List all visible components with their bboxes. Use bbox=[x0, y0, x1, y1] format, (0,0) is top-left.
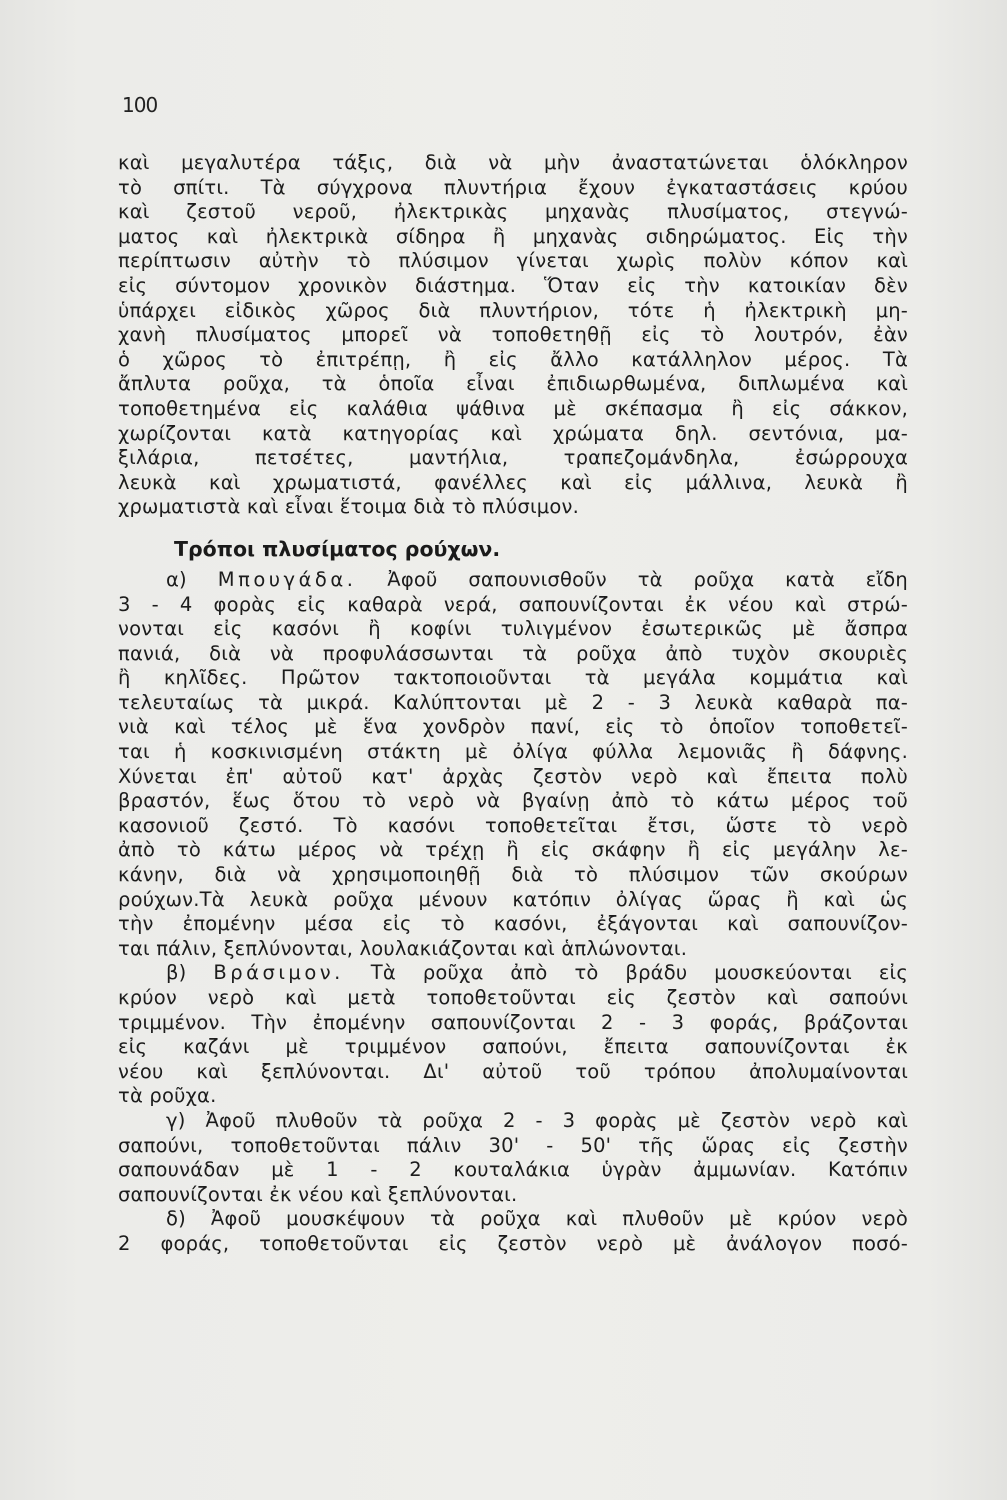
section-b bbox=[118, 961, 908, 1109]
page-number: 100 bbox=[122, 93, 158, 117]
text-line: ἀπὸ τὸ κάτω μέρος νὰ τρέχῃ ἢ εἰς σκάφην ἢ εἰς μεγάλην λε- bbox=[118, 838, 908, 862]
text-line: κρύον νερὸ καὶ μετὰ τοποθετοῦνται εἰς ζεστὸν καὶ σαπούνι bbox=[118, 986, 908, 1009]
text-line: ὑπάρχει εἰδικὸς χῶρος διὰ πλυντήριον, τότε ἡ ἠλεκτρικὴ μη- bbox=[118, 298, 908, 322]
text-line: καὶ ζεστοῦ νεροῦ, ἠλεκτρικὰς μηχανὰς πλυσίματος, στεγνώ- bbox=[118, 200, 908, 224]
section-a-first-line-text: Ἀφοῦ σαπουνισθοῦν τὰ ροῦχα κατὰ εἴδη bbox=[387, 567, 908, 591]
text-line: ται ἡ κοσκινισμένη στάκτη μὲ ὀλίγα φύλλα λεμονιᾶς ἢ δάφνης. bbox=[118, 740, 908, 764]
text-line: λευκὰ καὶ χρωματιστά, φανέλλες καὶ εἰς μάλλινα, λευκὰ ἢ bbox=[118, 470, 908, 494]
text-line: περίπτωσιν αὐτὴν τὸ πλύσιμον γίνεται χωρὶς πολὺν κόπον καὶ bbox=[118, 249, 908, 273]
text-line: χρωματιστὰ καὶ εἶναι ἕτοιμα διὰ τὸ πλύσιμον. bbox=[118, 495, 580, 519]
text-line: Χύνεται ἐπ' αὐτοῦ κατ' ἀρχὰς ζεστὸν νερὸ καὶ ἔπειτα πολὺ bbox=[118, 764, 908, 788]
text-line: τὸ σπίτι. Τὰ σύγχρονα πλυντήρια ἔχουν ἐγκαταστάσεις κρύου bbox=[118, 175, 908, 199]
text-line: 2 φοράς, τοποθετοῦνται εἰς ζεστὸν νερὸ μὲ ἀνάλογον ποσό- bbox=[118, 1231, 908, 1255]
text-line: νονται εἰς κασόνι ἢ κοφίνι τυλιγμένον ἐσωτερικῶς μὲ ἄσπρα bbox=[118, 617, 908, 641]
section-a-first-line bbox=[118, 568, 908, 593]
text-line: νέου καὶ ξεπλύνονται. Δι' αὐτοῦ τοῦ τρόπου ἀπολυμαίνονται bbox=[118, 1059, 908, 1083]
section-heading: Τρόποι πλυσίματος ρούχων. bbox=[174, 536, 501, 561]
text-line: καὶ μεγαλυτέρα τάξις, διὰ νὰ μὴν ἀναστατώνεται ὁλόκληρον bbox=[118, 151, 908, 174]
text-line: τριμμένον. Τὴν ἐπομένην σαπουνίζονται 2 - 3 φοράς, βράζονται bbox=[118, 1010, 908, 1034]
section-b-first-line bbox=[118, 961, 908, 986]
text-line: τὴν ἐπομένην μέσα εἰς τὸ κασόνι, ἐξάγονται καὶ σαπουνίζον- bbox=[118, 912, 908, 936]
section-d-first-line: δ) Ἀφοῦ μουσκέψουν τὰ ροῦχα καὶ πλυθοῦν μὲ κρύον νερὸ bbox=[166, 1207, 908, 1231]
text-line: σαπουνάδαν μὲ 1 - 2 κουταλάκια ὑγρὰν ἀμμωνίαν. Κατόπιν bbox=[118, 1158, 908, 1182]
text-line: πανιά, διὰ νὰ προφυλάσσωνται τὰ ροῦχα ἀπὸ τυχὸν σκουριὲς bbox=[118, 641, 908, 665]
text-line: σαπούνι, τοποθετοῦνται πάλιν 30' - 50' τῆς ὥρας εἰς ζεστὴν bbox=[118, 1133, 908, 1157]
text-line: ρούχων.Τὰ λευκὰ ροῦχα μένουν κατόπιν ὀλίγας ὥρας ἢ καὶ ὡς bbox=[118, 887, 908, 911]
text-line: εἰς καζάνι μὲ τριμμένον σαπούνι, ἔπειτα σαπουνίζονται ἐκ bbox=[118, 1035, 908, 1059]
text-line: βραστόν, ἕως ὅτου τὸ νερὸ νὰ βγαίνῃ ἀπὸ τὸ κάτω μέρος τοῦ bbox=[118, 789, 908, 813]
text-line: ὁ χῶρος τὸ ἐπιτρέπῃ, ἢ εἰς ἄλλο κατάλληλον μέρος. Τὰ bbox=[118, 347, 908, 371]
text-line: χανὴ πλυσίματος μπορεῖ νὰ τοποθετηθῇ εἰς τὸ λουτρόν, ἐὰν bbox=[118, 323, 908, 347]
text-line: ἢ κηλῖδες. Πρῶτον τακτοποιοῦνται τὰ μεγάλα κομμάτια καὶ bbox=[118, 666, 908, 690]
section-d bbox=[118, 1207, 908, 1256]
text-line: χωρίζονται κατὰ κατηγορίας καὶ χρώματα δηλ. σεντόνια, μα- bbox=[118, 421, 908, 445]
text-line: τὰ ροῦχα. bbox=[118, 1084, 217, 1108]
section-a-label: α) bbox=[166, 567, 187, 591]
text-line: ται πάλιν, ξεπλύνονται, λουλακιάζονται καὶ ἁπλώνονται. bbox=[118, 936, 688, 960]
paragraph-intro bbox=[118, 151, 908, 520]
text-line: τελευταίως τὰ μικρά. Καλύπτονται μὲ 2 - 3 λευκὰ καθαρὰ πα- bbox=[118, 690, 908, 714]
section-b-label: β) bbox=[166, 961, 187, 985]
section-b-first-line-text: Τὰ ροῦχα ἀπὸ τὸ βράδυ μουσκεύονται εἰς bbox=[370, 961, 908, 985]
text-line: ματος καὶ ἠλεκτρικὰ σίδηρα ἢ μηχανὰς σιδηρώματος. Εἰς τὴν bbox=[118, 224, 908, 248]
section-b-title: Βράσιμον. bbox=[213, 961, 344, 985]
section-a bbox=[118, 568, 908, 962]
text-line: σαπουνίζονται ἐκ νέου καὶ ξεπλύνονται. bbox=[118, 1182, 518, 1206]
text-line: κασονιοῦ ζεστό. Τὸ κασόνι τοποθετεῖται ἔτσι, ὥστε τὸ νερὸ bbox=[118, 813, 908, 837]
text-line: ξιλάρια, πετσέτες, μαντήλια, τραπεζομάνδηλα, ἐσώρρουχα bbox=[118, 446, 908, 470]
body-text bbox=[118, 151, 908, 1257]
text-line: ἄπλυτα ροῦχα, τὰ ὁποῖα εἶναι ἐπιδιωρθωμένα, διπλωμένα καὶ bbox=[118, 372, 908, 396]
text-line: νιὰ καὶ τέλος μὲ ἕνα χονδρὸν πανί, εἰς τὸ ὁποῖον τοποθετεῖ- bbox=[118, 715, 908, 739]
section-c bbox=[118, 1109, 908, 1207]
text-line: εἰς σύντομον χρονικὸν διάστημα. Ὅταν εἰς τὴν κατοικίαν δὲν bbox=[118, 273, 908, 297]
text-line: τοποθετημένα εἰς καλάθια ψάθινα μὲ σκέπασμα ἢ εἰς σάκκον, bbox=[118, 396, 908, 420]
section-a-title: Μπουγάδα. bbox=[217, 567, 357, 591]
text-line: 3 - 4 φορὰς εἰς καθαρὰ νερά, σαπουνίζονται ἐκ νέου καὶ στρώ- bbox=[118, 592, 908, 616]
text-line: κάνην, διὰ νὰ χρησιμοποιηθῇ διὰ τὸ πλύσιμον τῶν σκούρων bbox=[118, 863, 908, 887]
section-c-first-line: γ) Ἀφοῦ πλυθοῦν τὰ ροῦχα 2 - 3 φορὰς μὲ ζεστὸν νερὸ καὶ bbox=[166, 1108, 908, 1132]
